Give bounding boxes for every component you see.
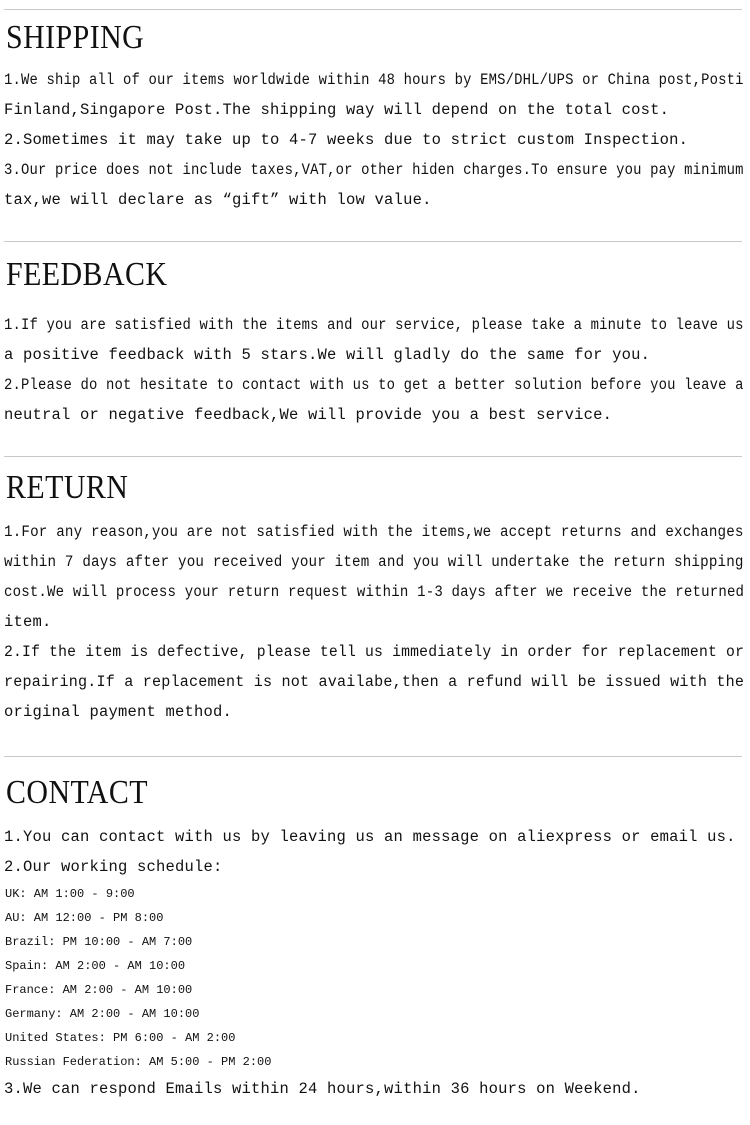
return-line: 2.If the item is defective, please tell us immediately in order for replacement or bbox=[4, 643, 745, 661]
feedback-title: FEEDBACK bbox=[6, 256, 168, 293]
section-divider bbox=[4, 241, 742, 242]
shipping-line: tax,we will declare as “gift” with low value. bbox=[4, 191, 432, 209]
feedback-line: a positive feedback with 5 stars.We will gladly do the same for you. bbox=[4, 346, 651, 364]
return-line: repairing.If a replacement is not availabe,then a refund will be issued with the bbox=[4, 673, 745, 691]
schedule-item: France: AM 2:00 - AM 10:00 bbox=[5, 983, 193, 997]
section-divider bbox=[4, 9, 742, 10]
section-divider bbox=[4, 756, 742, 757]
schedule-item: Germany: AM 2:00 - AM 10:00 bbox=[5, 1007, 200, 1021]
shipping-line: 1.We ship all of our items worldwide within 48 hours by EMS/DHL/UPS or China post,Posti bbox=[4, 71, 744, 89]
return-line: item. bbox=[4, 613, 52, 631]
shipping-line: 3.Our price does not include taxes,VAT,or other hiden charges.To ensure you pay minimum bbox=[4, 161, 744, 179]
return-line: 1.For any reason,you are not satisfied with the items,we accept returns and exchanges bbox=[4, 523, 744, 541]
shipping-line: Finland,Singapore Post.The shipping way will depend on the total cost. bbox=[4, 101, 670, 119]
return-line: cost.We will process your return request within 1-3 days after we receive the returned bbox=[4, 583, 745, 601]
feedback-line: 2.Please do not hesitate to contact with us to get a better solution before you leave a bbox=[4, 376, 744, 394]
schedule-item: Spain: AM 2:00 - AM 10:00 bbox=[5, 959, 186, 973]
feedback-line: neutral or negative feedback,We will provide you a best service. bbox=[4, 406, 613, 424]
return-line: original payment method. bbox=[4, 703, 233, 721]
schedule-item: Russian Federation: AM 5:00 - PM 2:00 bbox=[5, 1055, 272, 1069]
contact-title: CONTACT bbox=[6, 774, 148, 811]
section-divider bbox=[4, 456, 742, 457]
shipping-line: 2.Sometimes it may take up to 4-7 weeks due to strict custom Inspection. bbox=[4, 131, 689, 149]
shipping-title: SHIPPING bbox=[6, 19, 145, 56]
schedule-item: United States: PM 6:00 - AM 2:00 bbox=[5, 1031, 236, 1045]
feedback-line: 1.If you are satisfied with the items and our service, please take a minute to leave us bbox=[4, 316, 744, 334]
return-line: within 7 days after you received your item and you will undertake the return shipping bbox=[4, 553, 744, 571]
schedule-item: AU: AM 12:00 - PM 8:00 bbox=[5, 911, 164, 925]
contact-line: 3.We can respond Emails within 24 hours,within 36 hours on Weekend. bbox=[4, 1080, 641, 1098]
contact-line: 2.Our working schedule: bbox=[4, 858, 223, 876]
schedule-item: UK: AM 1:00 - 9:00 bbox=[5, 887, 135, 901]
contact-line: 1.You can contact with us by leaving us an message on aliexpress or email us. bbox=[4, 828, 736, 846]
return-title: RETURN bbox=[6, 469, 129, 506]
schedule-item: Brazil: PM 10:00 - AM 7:00 bbox=[5, 935, 193, 949]
